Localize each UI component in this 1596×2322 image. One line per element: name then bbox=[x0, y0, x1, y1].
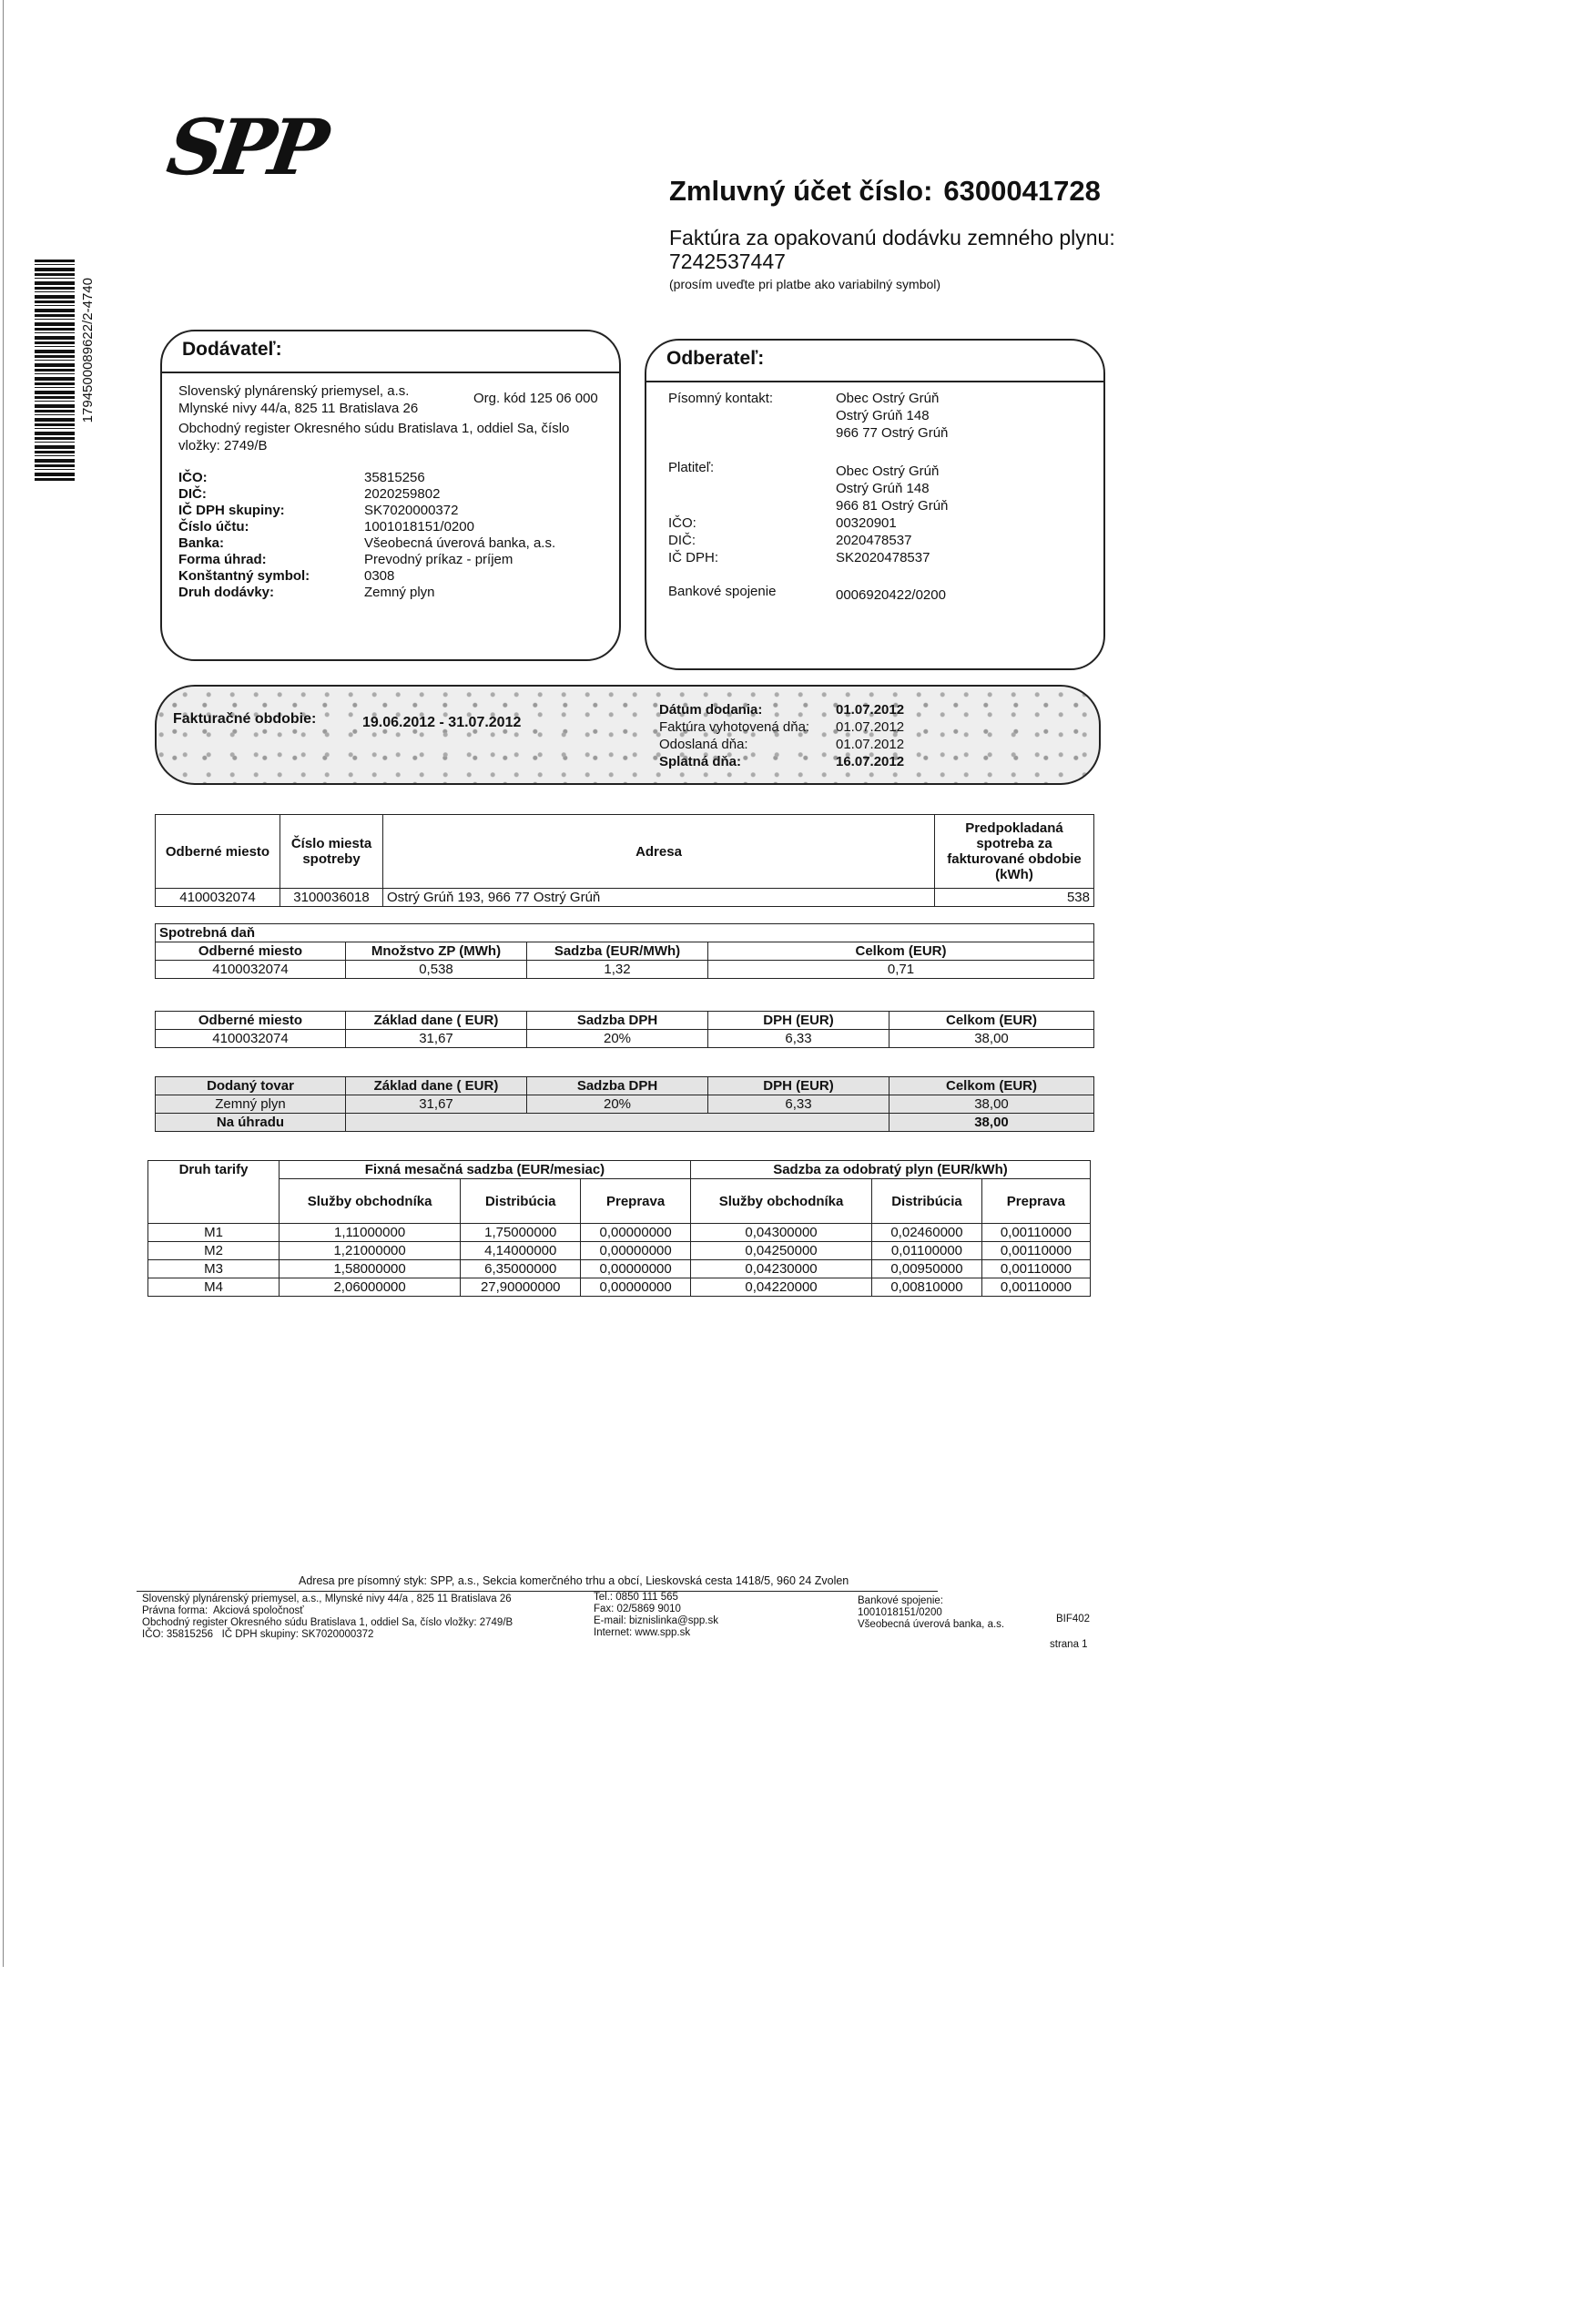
td: 0,71 bbox=[708, 961, 1094, 979]
td: 4,14000000 bbox=[461, 1242, 581, 1260]
td: M1 bbox=[148, 1224, 280, 1242]
td: 31,67 bbox=[346, 1095, 527, 1114]
place-table bbox=[155, 814, 1094, 907]
td: 0,00000000 bbox=[581, 1260, 691, 1278]
footer-contact: Tel.: 0850 111 565 Fax: 02/5869 9010 E-mail: biznislinka@spp.sk Internet: www.spp.sk bbox=[594, 1592, 718, 1638]
value: 35815256 bbox=[364, 470, 425, 485]
bank-value: 0006920422/0200 bbox=[836, 587, 946, 603]
dic-value: 2020478537 bbox=[836, 533, 912, 548]
td: 538 bbox=[935, 889, 1094, 907]
td: 31,67 bbox=[346, 1030, 527, 1048]
td: 4100032074 bbox=[156, 1030, 346, 1048]
payer-lines bbox=[836, 463, 948, 566]
label: DIČ: bbox=[178, 486, 207, 502]
td: 20% bbox=[527, 1095, 708, 1114]
th: Služby obchodníka bbox=[280, 1179, 461, 1224]
td: 1,21000000 bbox=[280, 1242, 461, 1260]
td: Zemný plyn bbox=[156, 1095, 346, 1114]
label: Číslo účtu: bbox=[178, 519, 249, 535]
supplier-address: Mlynské nivy 44/a, 825 11 Bratislava 26 bbox=[178, 401, 419, 416]
contact-line: Ostrý Grúň 148 bbox=[836, 408, 930, 423]
period-label: Fakturačné obdobie: bbox=[173, 711, 317, 727]
th: Množstvo ZP (MWh) bbox=[346, 942, 527, 961]
td: 3100036018 bbox=[280, 889, 383, 907]
contract-number: 6300041728 bbox=[943, 175, 1101, 207]
footer-page: strana 1 bbox=[1050, 1639, 1088, 1650]
th: Celkom (EUR) bbox=[889, 1077, 1094, 1095]
barcode-number: 1794500089622/2-4740 bbox=[80, 278, 96, 423]
customer-title: Odberateľ: bbox=[666, 348, 765, 369]
customer-box bbox=[645, 339, 1105, 670]
page-edge-line bbox=[3, 0, 4, 1967]
date-label: Dátum dodania: bbox=[659, 702, 763, 718]
billing-period-band bbox=[155, 685, 1101, 785]
footer-address: Adresa pre písomný styk: SPP, a.s., Sekcia komerčného trhu a obcí, Lieskovská cesta 1418/5, 960 24 Zvolen bbox=[299, 1574, 849, 1587]
td: 0,00810000 bbox=[872, 1278, 982, 1297]
icdph-label: IČ DPH: bbox=[668, 550, 719, 565]
th: Odberné miesto bbox=[156, 815, 280, 889]
td: 6,33 bbox=[708, 1030, 889, 1048]
label: IČO: bbox=[178, 470, 208, 485]
invoice-number: 7242537447 bbox=[669, 250, 786, 273]
td: M4 bbox=[148, 1278, 280, 1297]
date-value: 01.07.2012 bbox=[836, 719, 905, 735]
contact-lines bbox=[836, 390, 948, 442]
td: 0,00110000 bbox=[981, 1242, 1090, 1260]
supplier-box bbox=[160, 330, 621, 661]
invoice-note: (prosím uveďte pri platbe ako variabilný symbol) bbox=[669, 277, 941, 291]
contact-line: 966 77 Ostrý Grúň bbox=[836, 425, 949, 441]
td: 0,02460000 bbox=[872, 1224, 982, 1242]
label: Konštantný symbol: bbox=[178, 568, 310, 584]
td: 0,00110000 bbox=[981, 1260, 1090, 1278]
label: Druh dodávky: bbox=[178, 585, 275, 600]
date-value: 16.07.2012 bbox=[836, 754, 905, 769]
td: 4100032074 bbox=[156, 961, 346, 979]
supplier-register-2: vložky: 2749/B bbox=[178, 438, 268, 453]
dic-label: DIČ: bbox=[668, 533, 696, 548]
supplier-values bbox=[364, 470, 555, 601]
td: 20% bbox=[527, 1030, 708, 1048]
th: DPH (EUR) bbox=[708, 1012, 889, 1030]
td: 0,04220000 bbox=[690, 1278, 871, 1297]
th: Adresa bbox=[383, 815, 935, 889]
th: Celkom (EUR) bbox=[708, 942, 1094, 961]
goods-table bbox=[155, 1076, 1094, 1132]
supplier-labels bbox=[178, 470, 310, 601]
date-label: Faktúra vyhotovená dňa: bbox=[659, 719, 810, 735]
payer-label: Platiteľ: bbox=[668, 460, 715, 475]
td: Ostrý Grúň 193, 966 77 Ostrý Grúň bbox=[383, 889, 935, 907]
icdph-value: SK2020478537 bbox=[836, 550, 930, 565]
td: 0,00000000 bbox=[581, 1224, 691, 1242]
td: 0,00110000 bbox=[981, 1224, 1090, 1242]
supplier-name: Slovenský plynárenský priemysel, a.s. bbox=[178, 383, 410, 399]
payer-line: 966 81 Ostrý Grúň bbox=[836, 498, 949, 514]
value: 1001018151/0200 bbox=[364, 519, 474, 535]
td: 0,04300000 bbox=[690, 1224, 871, 1242]
td-empty bbox=[346, 1114, 889, 1132]
contract-label: Zmluvný účet číslo: bbox=[669, 175, 933, 207]
td: 6,35000000 bbox=[461, 1260, 581, 1278]
supplier-title: Dodávateľ: bbox=[182, 339, 282, 360]
supplier-org-code: Org. kód 125 06 000 bbox=[473, 391, 598, 406]
total-label: Na úhradu bbox=[156, 1114, 346, 1132]
th: Základ dane ( EUR) bbox=[346, 1077, 527, 1095]
footer-bank: Bankové spojenie: 1001018151/0200 Všeobecná úverová banka, a.s. bbox=[858, 1595, 1005, 1630]
value: SK7020000372 bbox=[364, 503, 459, 518]
date-label: Splatná dňa: bbox=[659, 754, 742, 769]
th: Predpokladaná spotreba za fakturované obdobie (kWh) bbox=[935, 815, 1094, 889]
divider bbox=[646, 381, 1103, 382]
th: Fixná mesačná sadzba (EUR/mesiac) bbox=[280, 1161, 691, 1179]
contact-line: Obec Ostrý Grúň bbox=[836, 391, 940, 406]
td: 38,00 bbox=[889, 1030, 1094, 1048]
spp-logo: SPP bbox=[162, 102, 329, 192]
supplier-register: Obchodný register Okresného súdu Bratislava 1, oddiel Sa, číslo bbox=[178, 421, 570, 436]
ico-label: IČO: bbox=[668, 515, 696, 531]
invoice-title: Faktúra za opakovanú dodávku zemného plynu: bbox=[669, 226, 1115, 250]
td: M3 bbox=[148, 1260, 280, 1278]
th: Distribúcia bbox=[461, 1179, 581, 1224]
footer-code: BIF402 bbox=[1056, 1614, 1091, 1624]
td: 0,00000000 bbox=[581, 1242, 691, 1260]
th: Sadzba DPH bbox=[527, 1012, 708, 1030]
th: Celkom (EUR) bbox=[889, 1012, 1094, 1030]
payer-line: Ostrý Grúň 148 bbox=[836, 481, 930, 496]
th: Základ dane ( EUR) bbox=[346, 1012, 527, 1030]
th: Preprava bbox=[581, 1179, 691, 1224]
td: 0,538 bbox=[346, 961, 527, 979]
payer-line: Obec Ostrý Grúň bbox=[836, 463, 940, 479]
th: Odberné miesto bbox=[156, 942, 346, 961]
td: 0,04250000 bbox=[690, 1242, 871, 1260]
td: 1,11000000 bbox=[280, 1224, 461, 1242]
td: 1,58000000 bbox=[280, 1260, 461, 1278]
footer-company: Slovenský plynárenský priemysel, a.s., Mlynské nivy 44/a , 825 11 Bratislava 26 Právna forma: Akciová spoločnosť Obchodný register Okresného súdu Bratislava 1, oddiel Sa, číslo vložky: 2749/B IČO: 35815256 IČ DPH skupiny: SK7020000372 bbox=[142, 1594, 513, 1640]
contract-account bbox=[669, 175, 1101, 208]
th: Číslo miesta spotreby bbox=[280, 815, 383, 889]
value: 2020259802 bbox=[364, 486, 441, 502]
th: Distribúcia bbox=[872, 1179, 982, 1224]
td: 0,00950000 bbox=[872, 1260, 982, 1278]
td: 6,33 bbox=[708, 1095, 889, 1114]
label: Forma úhrad: bbox=[178, 552, 267, 567]
td: 2,06000000 bbox=[280, 1278, 461, 1297]
footer-divider bbox=[137, 1591, 938, 1592]
th: Sadzba za odobratý plyn (EUR/kWh) bbox=[690, 1161, 1090, 1179]
td: 0,00000000 bbox=[581, 1278, 691, 1297]
label: Banka: bbox=[178, 535, 225, 551]
td: 38,00 bbox=[889, 1095, 1094, 1114]
td: 4100032074 bbox=[156, 889, 280, 907]
th: Dodaný tovar bbox=[156, 1077, 346, 1095]
date-label: Odoslaná dňa: bbox=[659, 737, 748, 752]
ico-value: 00320901 bbox=[836, 515, 897, 531]
value: Zemný plyn bbox=[364, 585, 435, 600]
excise-title: Spotrebná daň bbox=[156, 924, 1094, 942]
customer-id-labels bbox=[668, 514, 718, 566]
date-value: 01.07.2012 bbox=[836, 702, 905, 718]
th: Služby obchodníka bbox=[690, 1179, 871, 1224]
label: IČ DPH skupiny: bbox=[178, 503, 285, 518]
td: 1,75000000 bbox=[461, 1224, 581, 1242]
period-dates-labels bbox=[659, 701, 809, 770]
value: 0308 bbox=[364, 568, 395, 584]
tariffs-table bbox=[147, 1160, 1091, 1297]
th: Druh tarify bbox=[148, 1161, 280, 1224]
td: 0,01100000 bbox=[872, 1242, 982, 1260]
excise-table bbox=[155, 923, 1094, 979]
td: 0,04230000 bbox=[690, 1260, 871, 1278]
th: Sadzba DPH bbox=[527, 1077, 708, 1095]
value: Všeobecná úverová banka, a.s. bbox=[364, 535, 556, 551]
th: Preprava bbox=[981, 1179, 1090, 1224]
td: 0,00110000 bbox=[981, 1278, 1090, 1297]
value: Prevodný príkaz - príjem bbox=[364, 552, 513, 567]
total-value: 38,00 bbox=[889, 1114, 1094, 1132]
barcode bbox=[35, 260, 75, 483]
td: M2 bbox=[148, 1242, 280, 1260]
bank-label: Bankové spojenie bbox=[668, 584, 777, 599]
period-value: 19.06.2012 - 31.07.2012 bbox=[362, 715, 522, 730]
date-value: 01.07.2012 bbox=[836, 737, 905, 752]
td: 27,90000000 bbox=[461, 1278, 581, 1297]
period-dates-values bbox=[836, 701, 904, 770]
vat-table bbox=[155, 1011, 1094, 1048]
th: Odberné miesto bbox=[156, 1012, 346, 1030]
th: DPH (EUR) bbox=[708, 1077, 889, 1095]
contact-label: Písomný kontakt: bbox=[668, 391, 774, 406]
td: 1,32 bbox=[527, 961, 708, 979]
th: Sadzba (EUR/MWh) bbox=[527, 942, 708, 961]
divider bbox=[162, 372, 619, 373]
